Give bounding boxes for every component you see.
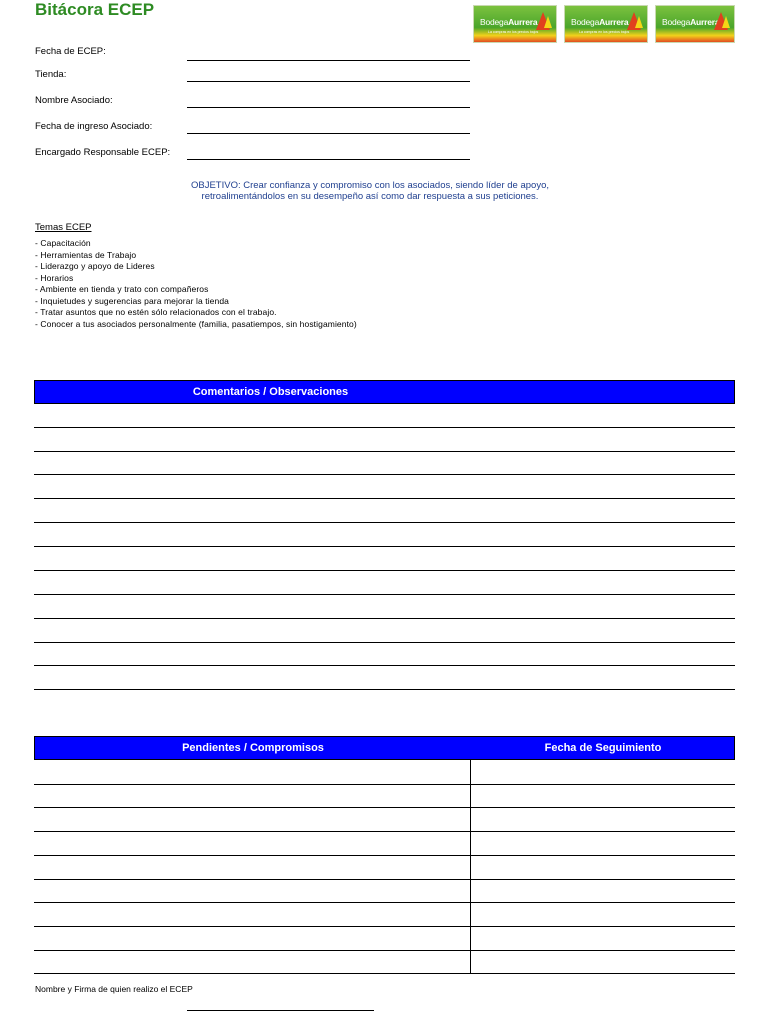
topic-item: - Tratar asuntos que no estén sólo relacionados con el trabajo. <box>35 307 277 317</box>
logo-brand-light: Bodega <box>662 17 691 27</box>
comments-line[interactable] <box>34 618 735 619</box>
pending-row-line[interactable] <box>34 807 735 808</box>
objective-line-1: OBJETIVO: Crear confianza y compromiso con los asociados, siendo líder de apoyo, <box>190 180 549 191</box>
field-input-nombre-asociado[interactable] <box>187 107 470 108</box>
topic-item: - Liderazgo y apoyo de Lideres <box>35 261 155 271</box>
topic-item: - Horarios <box>35 272 74 283</box>
comments-line[interactable] <box>34 474 735 475</box>
pending-row-line[interactable] <box>34 831 735 832</box>
pending-column-divider <box>470 760 471 974</box>
logo-flag-accent-icon <box>635 16 643 28</box>
topic-item: - Conocer a tus asociados personalmente (familia, pasatiempos, sin hostigamiento) <box>35 318 357 329</box>
comments-line[interactable] <box>34 642 735 643</box>
comments-header <box>34 380 735 404</box>
pending-row-line[interactable] <box>34 855 735 856</box>
comments-line[interactable] <box>34 570 735 571</box>
field-label-fecha-ecep: Fecha de ECEP: <box>35 46 106 57</box>
field-input-fecha-ingreso[interactable] <box>187 133 470 134</box>
pending-row-line[interactable] <box>34 973 735 974</box>
bodega-aurrera-logo <box>473 5 557 43</box>
field-label-encargado: Encargado Responsable ECEP: <box>35 147 171 158</box>
pending-row-line[interactable] <box>34 902 735 903</box>
pending-header-left: Pendientes / Compromisos <box>182 742 324 754</box>
comments-line[interactable] <box>34 498 735 499</box>
pending-row-line[interactable] <box>34 879 735 880</box>
logo-flag-accent-icon <box>544 16 552 28</box>
logo-brand-bold: Aurrera <box>690 17 720 27</box>
signature-line[interactable] <box>187 1010 374 1011</box>
logo-brand-light: Bodega <box>480 17 509 27</box>
logo-brand-bold: Aurrera <box>599 17 629 27</box>
field-label-fecha-ingreso: Fecha de ingreso Asociado: <box>35 121 153 132</box>
field-input-fecha-ecep[interactable] <box>187 60 470 61</box>
document-title: Bitácora ECEP <box>35 0 155 19</box>
logo-brand-bold: Aurrera <box>508 17 538 27</box>
comments-line[interactable] <box>34 522 735 523</box>
logo-tagline: La compras en los precios bajos <box>579 30 630 34</box>
logo-flag-accent-icon <box>722 16 730 28</box>
pending-header <box>34 736 735 760</box>
comments-line[interactable] <box>34 689 735 690</box>
comments-line[interactable] <box>34 594 735 595</box>
comments-line[interactable] <box>34 546 735 547</box>
pending-row-line[interactable] <box>34 950 735 951</box>
topic-item: - Herramientas de Trabajo <box>35 249 137 260</box>
comments-header-label: Comentarios / Observaciones <box>192 386 349 398</box>
topic-item: - Inquietudes y sugerencias para mejorar la tienda <box>35 295 229 306</box>
field-input-tienda[interactable] <box>187 81 470 82</box>
objective-text <box>150 180 590 202</box>
topic-item: - Capacitación <box>35 238 91 248</box>
field-label-tienda: Tienda: <box>35 69 67 80</box>
logo-brand-light: Bodega <box>571 17 600 27</box>
topics-title: Temas ECEP <box>35 222 92 233</box>
field-label-nombre-asociado: Nombre Asociado: <box>35 95 113 106</box>
pending-row-line[interactable] <box>34 926 735 927</box>
pending-row-line[interactable] <box>34 784 735 785</box>
bodega-aurrera-logo <box>655 5 735 43</box>
signature-label: Nombre y Firma de quien realizo el ECEP <box>35 984 193 994</box>
pending-header-right: Fecha de Seguimiento <box>544 742 662 754</box>
comments-line[interactable] <box>34 665 735 666</box>
objective-line-2: retroalimentándolos en su desempeño así como dar respuesta a sus peticiones. <box>201 191 539 202</box>
topic-item: - Ambiente en tienda y trato con compañeros <box>35 284 209 294</box>
comments-line[interactable] <box>34 427 735 428</box>
field-input-encargado[interactable] <box>187 159 470 160</box>
comments-line[interactable] <box>34 451 735 452</box>
logo-tagline: La compras en los precios bajos <box>488 30 539 34</box>
bodega-aurrera-logo <box>564 5 648 43</box>
topics-list <box>35 238 365 330</box>
